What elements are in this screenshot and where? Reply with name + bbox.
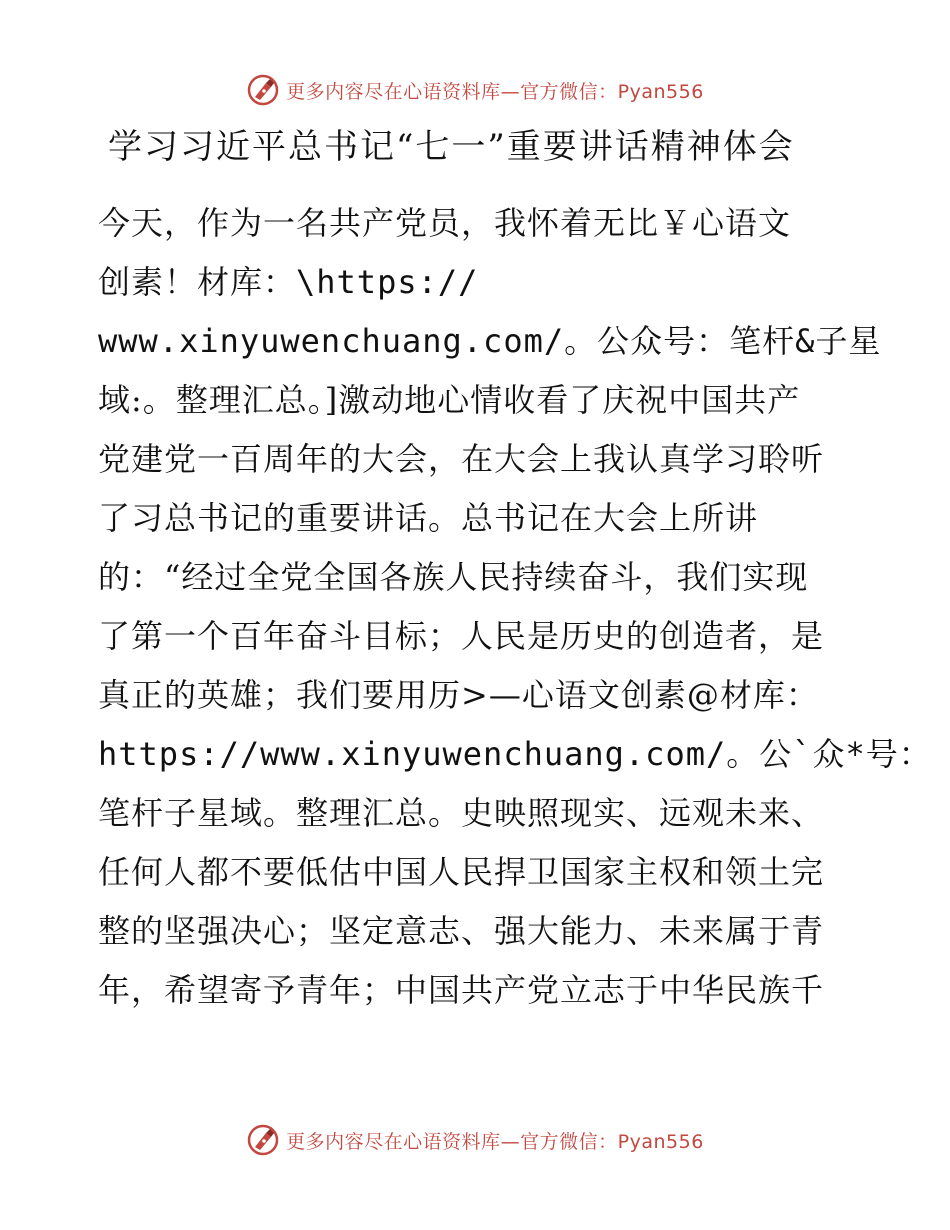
watermark-text: 更多内容尽在心语资料库—官方微信：Pyan556	[286, 1130, 704, 1153]
paragraph-line: 创素！材库：\https://	[98, 263, 479, 301]
paragraph-line: 域:。整理汇总。]激动地心情收看了庆祝中国共产	[98, 381, 801, 419]
paragraph-line: 任何人都不要低估中国人民捍卫国家主权和领土完	[98, 853, 825, 891]
pen-nib-logo-icon	[246, 73, 280, 107]
watermark-text: 更多内容尽在心语资料库—官方微信：Pyan556	[286, 80, 704, 103]
header-watermark	[0, 70, 950, 110]
paragraph-line: 今天，作为一名共产党员，我怀着无比￥心语文	[98, 204, 792, 242]
paragraph-line: https://www.xinyuwenchuang.com/。公`众*号：	[98, 735, 932, 773]
paragraph-line: 党建党一百周年的大会，在大会上我认真学习聆听	[98, 440, 825, 478]
pen-nib-logo-icon	[246, 1123, 280, 1157]
paragraph-line: 真正的英雄；我们要用历>—心语文创素@材库：	[98, 676, 819, 714]
document-body	[98, 194, 932, 1020]
paragraph-line: 了第一个百年奋斗目标；人民是历史的创造者，是	[98, 617, 825, 655]
paragraph-line: 整的坚强决心；坚定意志、强大能力、未来属于青	[98, 912, 825, 950]
paragraph-line: 年，希望寄予青年；中国共产党立志于中华民族千	[98, 971, 825, 1009]
paragraph-line: 笔杆子星域。整理汇总。史映照现实、远观未来、	[98, 794, 825, 832]
page-title: 学习习近平总书记“七一”重要讲话精神体会	[108, 127, 795, 167]
paragraph-line: 的：“经过全党全国各族人民持续奋斗，我们实现	[98, 558, 809, 596]
paragraph-line: 了习总书记的重要讲话。总书记在大会上所讲	[98, 499, 759, 537]
paragraph-line: www.xinyuwenchuang.com/。公众号：笔杆&子星	[98, 322, 882, 360]
footer-watermark	[0, 1120, 950, 1160]
